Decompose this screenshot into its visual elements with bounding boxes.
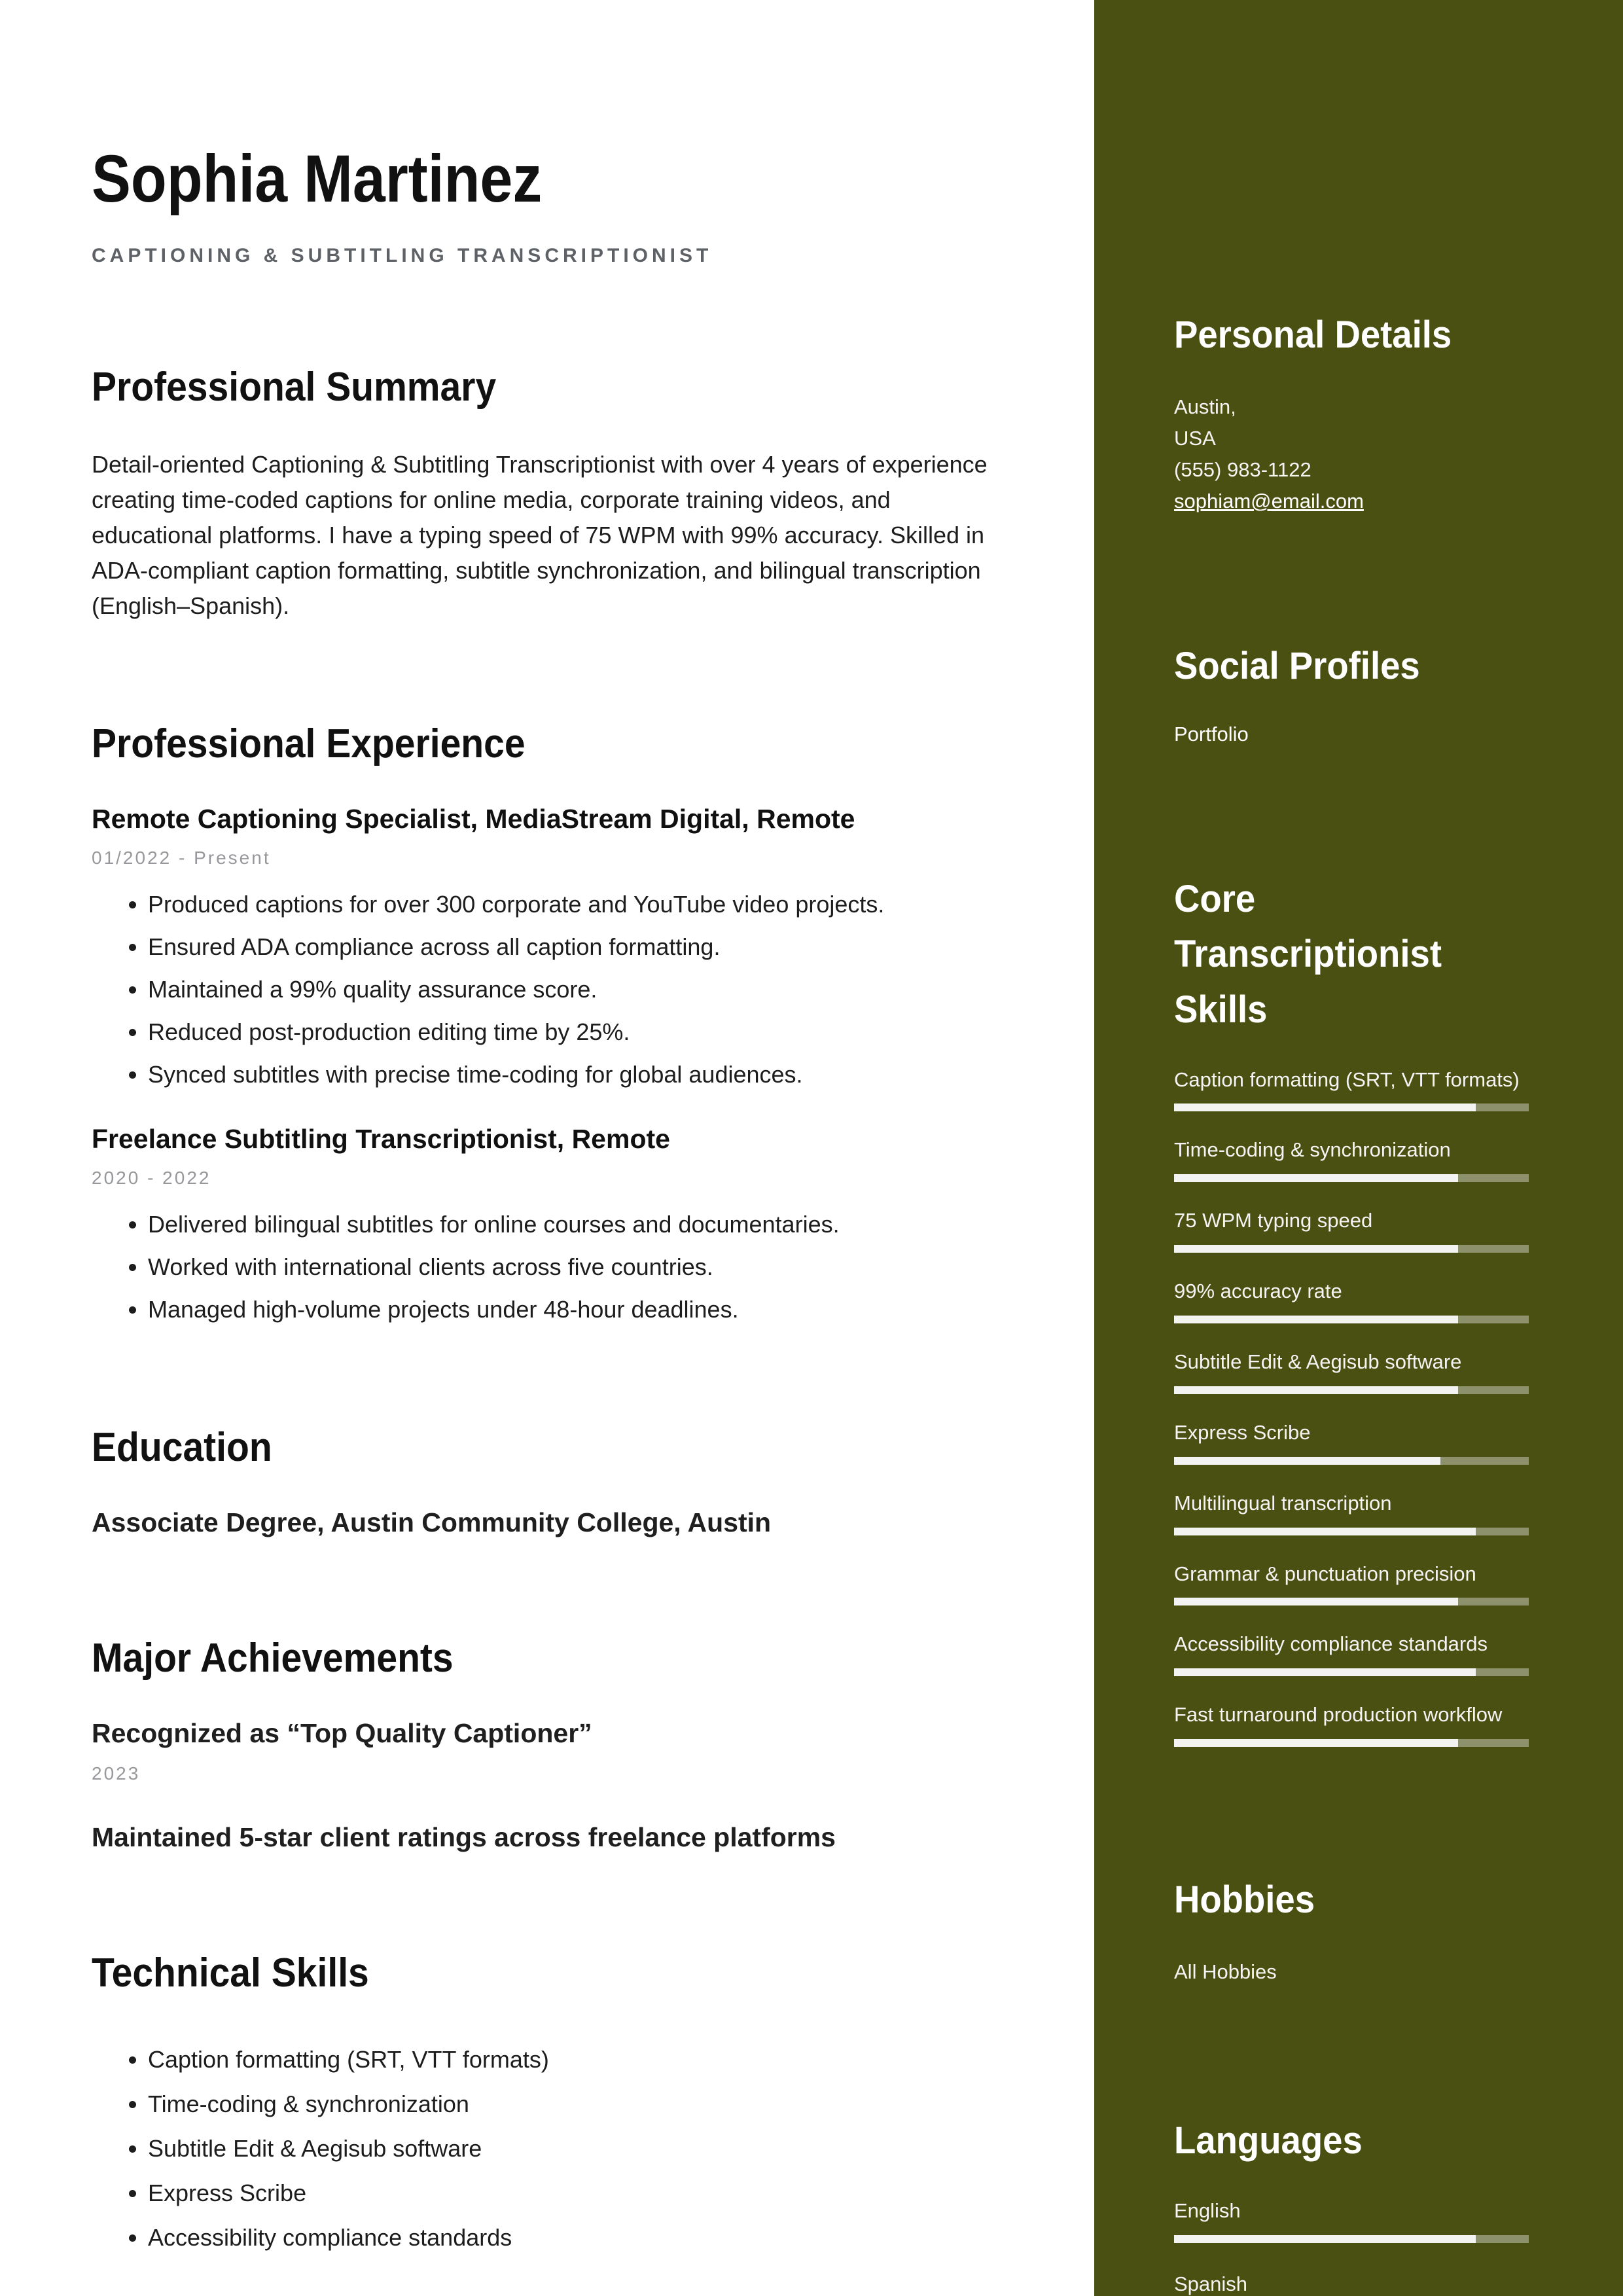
personal-details-heading: Personal Details bbox=[1174, 314, 1452, 356]
education-degree: Associate Degree, Austin Community College, Austin bbox=[92, 1507, 772, 1537]
skill-item bbox=[1174, 1490, 1529, 1535]
sidebar bbox=[1094, 0, 1623, 2296]
technical-skill: • Accessibility compliance standards bbox=[148, 2220, 996, 2255]
technical-skills-list bbox=[92, 2042, 996, 2255]
skill-item bbox=[1174, 1136, 1529, 1182]
skill-item bbox=[1174, 1348, 1529, 1394]
skill-item bbox=[1174, 1066, 1529, 1112]
skill-bar-track bbox=[1174, 1316, 1529, 1323]
skill-bar-track bbox=[1174, 1598, 1529, 1605]
skill-item bbox=[1174, 1278, 1529, 1323]
sidebar-personal-details bbox=[1174, 308, 1529, 513]
technical-skills-heading: Technical Skills bbox=[92, 1950, 369, 1996]
job-bullet: • Reduced post-production editing time by 25%. bbox=[148, 1014, 996, 1050]
core-skills-heading: Core Transcriptionist Skills bbox=[1174, 878, 1442, 1031]
job-bullet: • Produced captions for over 300 corporate and YouTube video projects. bbox=[148, 887, 996, 922]
skill-bar-track bbox=[1174, 1174, 1529, 1182]
languages-heading: Languages bbox=[1174, 2119, 1363, 2162]
skill-label: Accessibility compliance standards bbox=[1174, 1632, 1488, 1656]
skill-label: 99% accuracy rate bbox=[1174, 1280, 1342, 1303]
job-dates: 01/2022 - Present bbox=[92, 848, 271, 868]
job-bullet: • Delivered bilingual subtitles for online courses and documentaries. bbox=[148, 1207, 996, 1242]
job-bullets bbox=[92, 1207, 996, 1327]
skill-bar-fill bbox=[1174, 1245, 1458, 1253]
achievement-title: Maintained 5-star client ratings across freelance platforms bbox=[92, 1822, 836, 1852]
skill-label: 75 WPM typing speed bbox=[1174, 1209, 1373, 1232]
sidebar-core-skills bbox=[1174, 872, 1529, 1747]
hobbies-heading: Hobbies bbox=[1174, 1878, 1315, 1922]
language-bar-fill bbox=[1174, 2235, 1476, 2243]
sidebar-languages bbox=[1174, 2113, 1529, 2296]
experience-heading: Professional Experience bbox=[92, 721, 526, 766]
section-education bbox=[92, 1424, 996, 1538]
technical-skill: • Time-coding & synchronization bbox=[148, 2087, 996, 2122]
technical-skill: • Express Scribe bbox=[148, 2176, 996, 2211]
phone-number: (555) 983-1122 bbox=[1174, 458, 1311, 482]
achievement-date: 2023 bbox=[92, 1763, 141, 1784]
language-item bbox=[1174, 2197, 1529, 2243]
achievements-heading: Major Achievements bbox=[92, 1636, 454, 1681]
skill-bar-track bbox=[1174, 1103, 1529, 1111]
hobbies-text: All Hobbies bbox=[1174, 1960, 1277, 1984]
skill-bar-fill bbox=[1174, 1668, 1476, 1676]
section-achievements bbox=[92, 1635, 996, 1853]
skill-label: Fast turnaround production workflow bbox=[1174, 1703, 1503, 1727]
skill-bar-fill bbox=[1174, 1174, 1458, 1182]
technical-skill: • Caption formatting (SRT, VTT formats) bbox=[148, 2042, 996, 2077]
language-bar-track bbox=[1174, 2235, 1529, 2243]
skill-item bbox=[1174, 1701, 1529, 1747]
language-item bbox=[1174, 2270, 1529, 2296]
achievement-item bbox=[92, 1718, 996, 1784]
section-experience bbox=[92, 721, 996, 1327]
summary-heading: Professional Summary bbox=[92, 365, 497, 410]
skill-bar-track bbox=[1174, 1457, 1529, 1465]
skill-item bbox=[1174, 1560, 1529, 1606]
social-profiles-heading: Social Profiles bbox=[1174, 645, 1420, 688]
skill-bar-track bbox=[1174, 1739, 1529, 1747]
skill-label: Caption formatting (SRT, VTT formats) bbox=[1174, 1067, 1520, 1091]
skill-bar-track bbox=[1174, 1386, 1529, 1394]
job-entry bbox=[92, 804, 996, 1092]
job-bullets bbox=[92, 887, 996, 1092]
job-entry bbox=[92, 1124, 996, 1327]
address-country: USA bbox=[1174, 427, 1216, 450]
skill-bar-track bbox=[1174, 1528, 1529, 1535]
education-heading: Education bbox=[92, 1425, 272, 1470]
skill-label: Time-coding & synchronization bbox=[1174, 1138, 1451, 1162]
skill-bar-track bbox=[1174, 1668, 1529, 1676]
job-bullet: • Synced subtitles with precise time-coding for global audiences. bbox=[148, 1057, 996, 1092]
summary-text: Detail-oriented Captioning & Subtitling Transcriptionist with over 4 years of experience creating time-coded captions for online media, corporate training videos, and educational platforms. I have a typing speed of 75 WPM with 99% accuracy. Skilled in ADA-compliant caption formatting, subtitle synchronization, and bilingual transcription (English–Spanish). bbox=[92, 451, 988, 619]
email-link[interactable]: sophiam@email.com bbox=[1174, 490, 1364, 513]
technical-skill: • Subtitle Edit & Aegisub software bbox=[148, 2131, 996, 2166]
sidebar-social-profiles bbox=[1174, 639, 1529, 746]
skill-label: Express Scribe bbox=[1174, 1420, 1311, 1444]
job-bullet: • Ensured ADA compliance across all caption formatting. bbox=[148, 929, 996, 965]
language-label: Spanish bbox=[1174, 2272, 1248, 2296]
skill-bar-fill bbox=[1174, 1457, 1440, 1465]
skill-item bbox=[1174, 1207, 1529, 1253]
job-bullet: • Managed high-volume projects under 48-hour deadlines. bbox=[148, 1292, 996, 1327]
skill-bar-fill bbox=[1174, 1739, 1458, 1747]
achievement-item bbox=[92, 1822, 996, 1853]
job-bullet: • Worked with international clients across five countries. bbox=[148, 1249, 996, 1285]
job-title: Freelance Subtitling Transcriptionist, Remote bbox=[92, 1124, 670, 1154]
language-label: English bbox=[1174, 2199, 1241, 2223]
section-technical-skills bbox=[92, 1950, 996, 2255]
skill-bar-track bbox=[1174, 1245, 1529, 1253]
skill-item bbox=[1174, 1419, 1529, 1465]
skill-bar-fill bbox=[1174, 1528, 1476, 1535]
skill-bar-fill bbox=[1174, 1103, 1476, 1111]
skill-label: Subtitle Edit & Aegisub software bbox=[1174, 1350, 1462, 1373]
portfolio-link[interactable]: Portfolio bbox=[1174, 723, 1249, 746]
job-dates: 2020 - 2022 bbox=[92, 1168, 211, 1188]
section-summary bbox=[92, 364, 996, 624]
skill-item bbox=[1174, 1630, 1529, 1676]
skill-bar-fill bbox=[1174, 1598, 1458, 1605]
skill-label: Multilingual transcription bbox=[1174, 1491, 1392, 1515]
achievement-title: Recognized as “Top Quality Captioner” bbox=[92, 1718, 592, 1748]
sidebar-hobbies bbox=[1174, 1873, 1529, 1988]
job-bullet: • Maintained a 99% quality assurance score. bbox=[148, 972, 996, 1007]
skill-label: Grammar & punctuation precision bbox=[1174, 1562, 1476, 1585]
job-title: Remote Captioning Specialist, MediaStream Digital, Remote bbox=[92, 804, 855, 834]
skill-bar-fill bbox=[1174, 1386, 1458, 1394]
address-city: Austin, bbox=[1174, 395, 1236, 419]
candidate-name: Sophia Martinez bbox=[92, 141, 543, 216]
skill-bar-fill bbox=[1174, 1316, 1458, 1323]
candidate-role: CAPTIONING & SUBTITLING TRANSCRIPTIONIST bbox=[92, 245, 713, 266]
